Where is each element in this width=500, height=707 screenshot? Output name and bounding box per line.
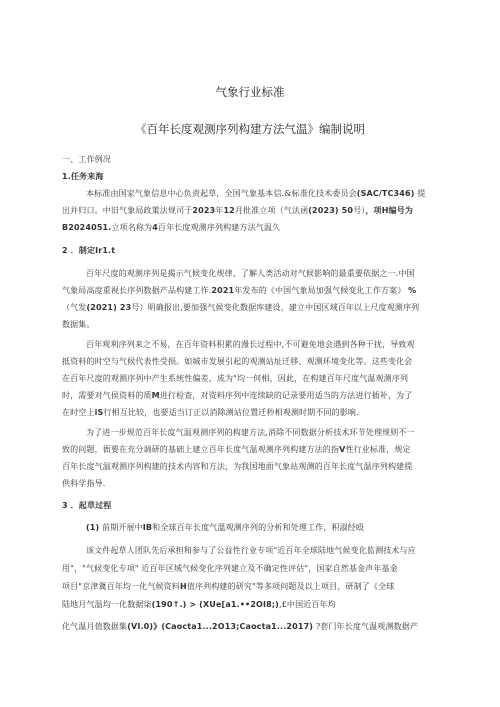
subsection-heading-1: 1.任务来海 — [62, 172, 104, 181]
paragraph-5-line-4: 陆地月气温均一化数据柒(190↑.) > (XUe[a1.••2OI8;),£中国近百年均 — [62, 600, 336, 609]
section-heading-1: 一、工作例况 — [62, 155, 111, 164]
paragraph-2-line-2: 气象局高度重视长序列数据产品构建工作.2021年发布的《中国气象局加强气候变化工作方案》 % — [62, 286, 417, 295]
paragraph-5-line-1: 该文件起草人团队先后承担和参与了公益性行业专项"近百年全球陆地气候变化监测技术与应 — [86, 546, 416, 555]
subsection-heading-2: 2 ．制定Ir1.t — [62, 246, 116, 255]
paragraph-3-line-4: 时，需要对气侯资料的质M进行检查，对资料序列中连续缺的记录要用适当的方法进行插补，为了 — [62, 391, 413, 400]
document-subtitle: 《百年长度观测序列构建方法气温》编制说明 — [135, 122, 365, 136]
subsection-heading-3: 3 ．起草过程 — [62, 501, 112, 510]
paragraph-2-line-3: （气发(2021) 23号）明确报出,要加强气候变化数据库建设，建立中国区域百年以上尺度观测序列 — [62, 303, 420, 312]
paragraph-4-line-4: 供科学指导. — [62, 479, 106, 488]
paragraph-4-line-2: 致的问题，衙要在充分调研的基础上建立百年长度气温观测序列构建方法的指V性行业标准，规定 — [62, 445, 411, 454]
paragraph-2-line-1: 百年尺度的观测序列是揭示气候变化规律、了解人类活动对气候影响的最重要依据之一.中国 — [86, 269, 415, 278]
paragraph-3-line-3: 在百年尺度的观测序列中产生系统性偏差，成为"均一何相，因此，在构建百年尺度气温观测序列 — [62, 374, 409, 383]
document-title: 气象行业标准 — [215, 85, 285, 99]
paragraph-5-line-2: 用"，"气候变化专项" 近百年区域气候变化序列建立及不确定性评估"，国家自然基金声年基金 — [62, 564, 398, 573]
subsection-3-item-1: (1) 前期开展中IB和全球百年长度气溫观测序列的分析和处理工作，积淑经殴 — [86, 523, 365, 532]
paragraph-1-line-1: 本标准由国家气象信息中心负责起草，全国气象基本信.&标准化技术委员会(SAC/TC346) 提 — [86, 189, 426, 198]
paragraph-4-line-3: 百年长度气温观测序列构建的技术内容和方法，为我国地面气象站观测的百年长度气温序列构建提 — [62, 462, 413, 471]
paragraph-5-line-3: 项目"京津冀百年均一化气候资料H值序列构建的研究"等多项问题及以上项目，研制了《全球 — [62, 582, 395, 591]
paragraph-1-line-3: B2024051.立项名称为4百年长度观测序列构建方法气温久 — [62, 223, 281, 232]
paragraph-5-line-5: 化气温月值数据集(VI.0)》(Caocta1...2O13;Caocta1...2017) ?套门年长度气温观测数据产 — [62, 622, 419, 631]
paragraph-3-line-5: 在时空上iS行相互比较，也要适当订正以消除测站位置迁秒相观测时期不同的影响. — [62, 408, 359, 417]
paragraph-3-line-2: 抵资料的时空与气候代表性受损。如城市发展引起的观测站址迁移、观测环境变化等。这些变化会 — [62, 357, 413, 366]
paragraph-3-line-1: 百年观利序列来之不易，在百年资料积累的漫长过程中,不可避免地会遇到各种干扰，导致观 — [86, 340, 415, 349]
paragraph-2-line-4: 数据集。 — [62, 320, 95, 329]
paragraph-4-line-1: 为了进一步规范百年长度气温观测序列的构建方法,消除不同数据分析技术环节处理规则不一 — [86, 428, 415, 437]
paragraph-1-line-2: 出并归口。中旧气象局政策法规司于2023年12月批准立项（气法函(2023) 50号），项H编号为 — [62, 206, 414, 215]
